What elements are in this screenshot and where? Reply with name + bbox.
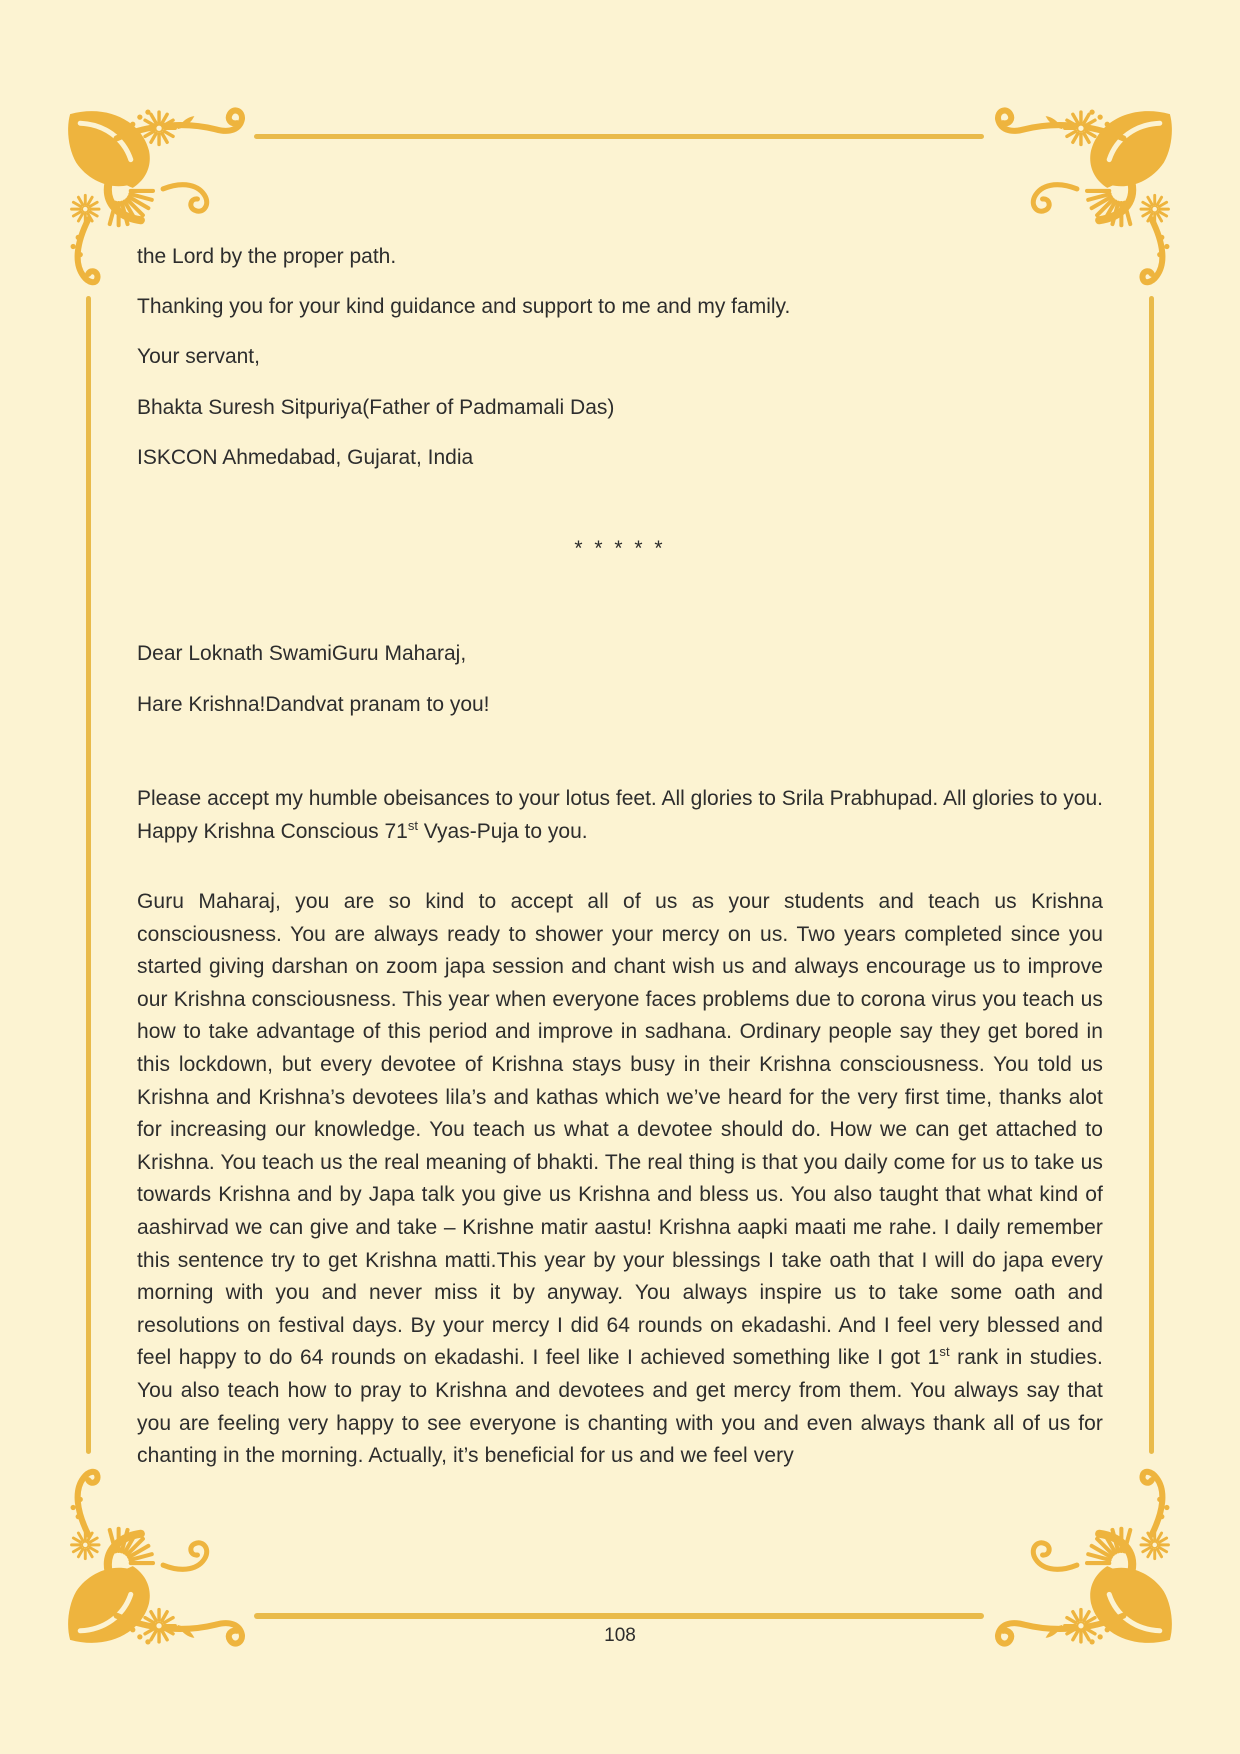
letter-author-location: ISKCON Ahmedabad, Gujarat, India: [137, 446, 474, 469]
letter-signoff: Your servant,: [137, 345, 260, 368]
letter-greeting: Hare Krishna!Dandvat pranam to you!: [137, 693, 490, 716]
border-line-left: [86, 296, 91, 1454]
letter-closing-line: the Lord by the proper path.: [137, 245, 397, 268]
letter-closing-line: Thanking you for your kind guidance and support to me and my family.: [137, 295, 791, 318]
letter-salutation: Dear Loknath SwamiGuru Maharaj,: [137, 642, 467, 665]
letter-paragraph: Guru Maharaj, you are so kind to accept all of us as your students and teach us Krishna consciousness. You are always ready to shower your mercy on us. Two years completed since you started giving darshan on zoom japa session and chant wish us and always encourage us to improve our Krishna consciousness. This year when everyone faces problems due to corona virus you teach us how to take advantage of this period and improve in sadhana. Ordinary people say they get bored in this lockdown, but every devotee of Krishna stays busy in their Krishna consciousness. You told us Krishna and Krishna’s devotees lila’s and kathas which we’ve heard for the very first time, thanks alot for increasing our knowledge. You teach us what a devotee should do. How we can get attached to Krishna. You teach us the real meaning of bhakti. The real thing is that you daily come for us to take us towards Krishna and by Japa talk you give us Krishna and bless us. You also taught that what kind of aashirvad we can give and take – Krishne matir aastu! Krishna aapki maati me rahe. I daily remember this sentence try to get Krishna matti.This year by your blessings I take oath that I will do japa every morning with you and never miss it by anyway. You always inspire us to take some oath and resolutions on festival days. By your mercy I did 64 rounds on ekadashi. And I feel very blessed and feel happy to do 64 rounds on ekadashi. I feel like I achieved something like I got 1st rank in studies. You also teach how to pray to Krishna and devotees and get mercy from them. You always say that you are feeling very happy to see everyone is chanting with you and even always thank all of us for chanting in the morning. Actually, it’s beneficial for us and we feel very: [137, 890, 1103, 1468]
border-line-top: [254, 134, 984, 139]
letter-author-name: Bhakta Suresh Sitpuriya(Father of Padmamali Das): [137, 396, 615, 419]
page-number: 108: [604, 1625, 636, 1646]
border-line-right: [1149, 296, 1154, 1454]
asterisk-separator: * * * * *: [574, 537, 666, 560]
letter-paragraph: Please accept my humble obeisances to your lotus feet. All glories to Srila Prabhupad. All glories to you. Happy Krishna Conscious 71st Vyas-Puja to you.: [137, 787, 1103, 843]
border-line-bottom: [254, 1613, 984, 1619]
